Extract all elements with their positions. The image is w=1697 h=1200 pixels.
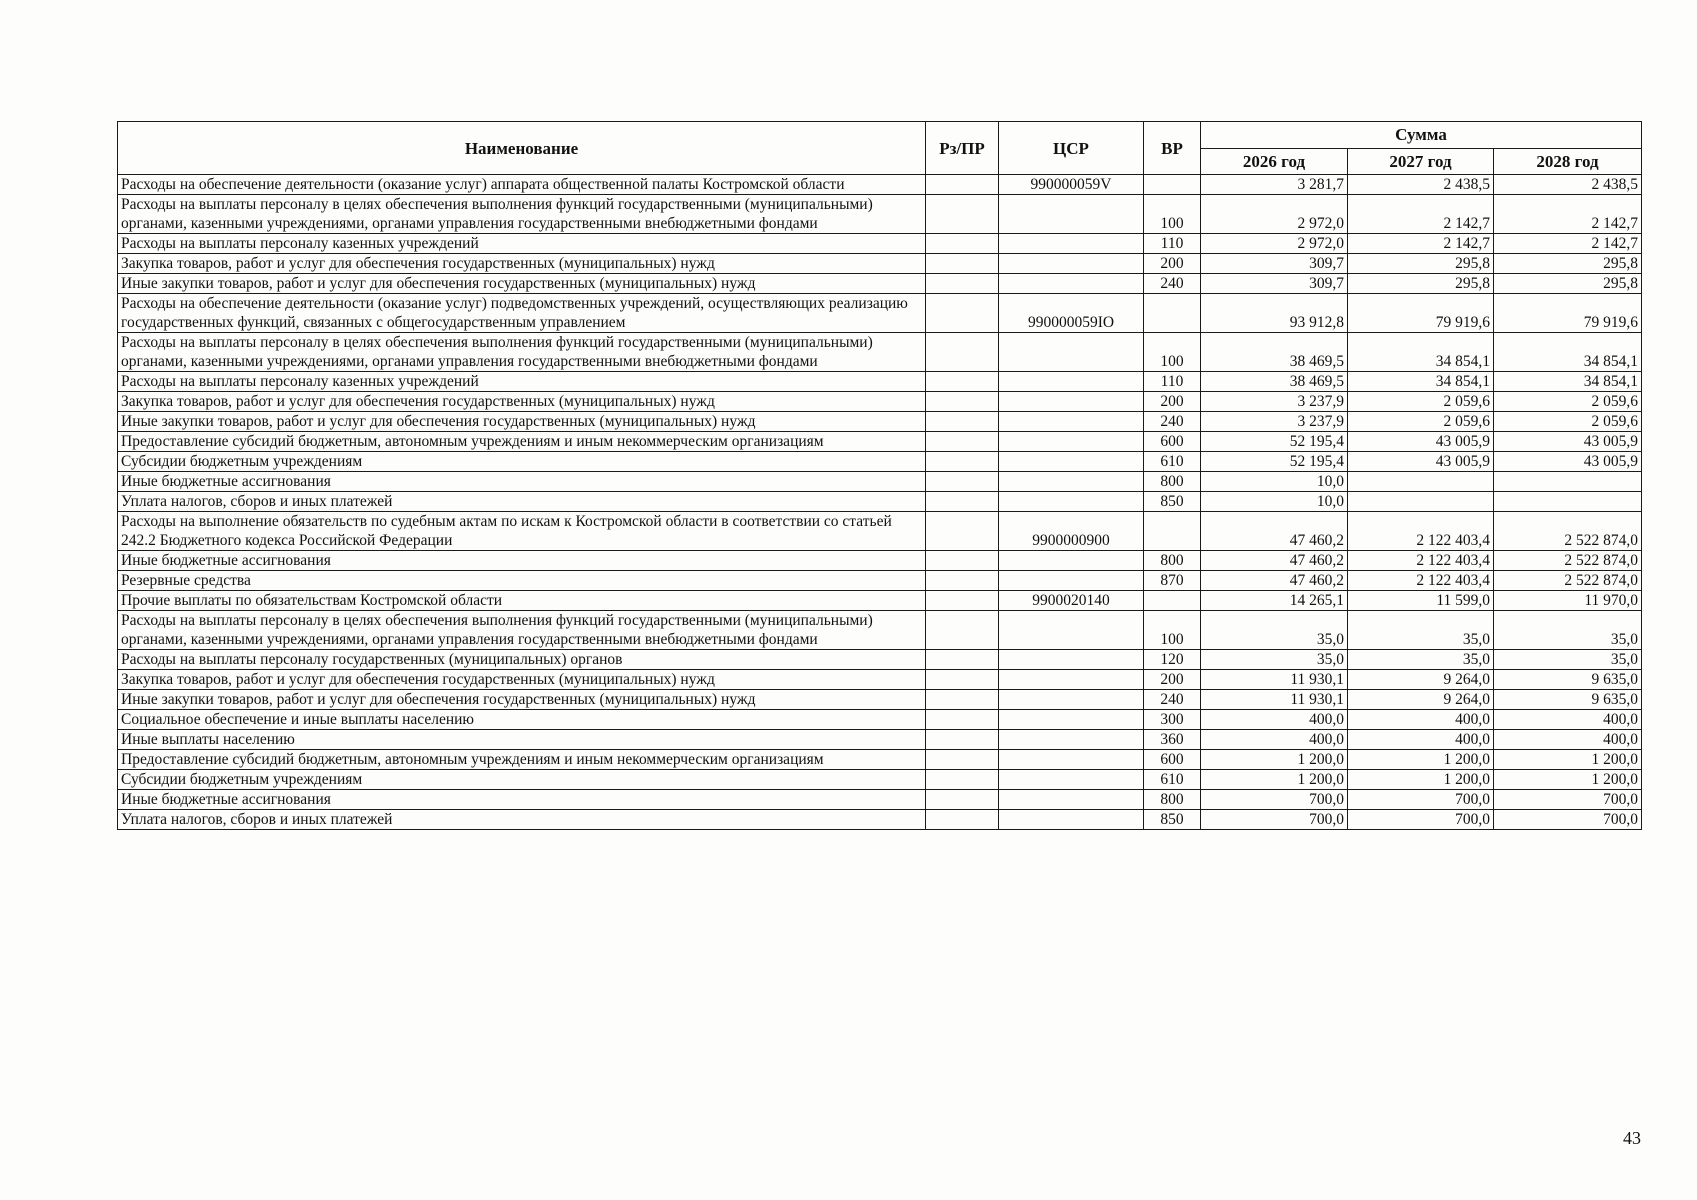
cell-csr (999, 810, 1144, 830)
cell-2028: 2 522 874,0 (1494, 512, 1642, 551)
cell-2026: 309,7 (1201, 254, 1348, 274)
cell-vr: 110 (1144, 234, 1201, 254)
cell-2028: 2 059,6 (1494, 392, 1642, 412)
cell-name: Расходы на выплаты персоналу казенных учреждений (118, 234, 926, 254)
cell-csr: 990000059IO (999, 294, 1144, 333)
cell-rzpr (926, 372, 999, 392)
cell-rzpr (926, 333, 999, 372)
header-year-2026: 2026 год (1201, 148, 1348, 175)
header-vr: ВР (1144, 122, 1201, 175)
cell-2028: 43 005,9 (1494, 452, 1642, 472)
cell-vr: 610 (1144, 452, 1201, 472)
cell-2027: 34 854,1 (1348, 372, 1494, 392)
cell-2028: 11 970,0 (1494, 591, 1642, 611)
cell-vr: 300 (1144, 710, 1201, 730)
cell-name: Уплата налогов, сборов и иных платежей (118, 810, 926, 830)
cell-rzpr (926, 810, 999, 830)
table-row (118, 710, 1642, 730)
cell-vr: 100 (1144, 333, 1201, 372)
cell-2027: 2 142,7 (1348, 195, 1494, 234)
table-row (118, 730, 1642, 750)
table-row (118, 392, 1642, 412)
cell-2027: 43 005,9 (1348, 452, 1494, 472)
cell-2028: 2 522 874,0 (1494, 571, 1642, 591)
cell-2027: 2 059,6 (1348, 392, 1494, 412)
cell-vr: 600 (1144, 432, 1201, 452)
cell-csr: 9900020140 (999, 591, 1144, 611)
cell-csr (999, 492, 1144, 512)
cell-rzpr (926, 551, 999, 571)
cell-rzpr (926, 611, 999, 650)
cell-csr: 990000059V (999, 175, 1144, 195)
table-row (118, 810, 1642, 830)
cell-name: Иные закупки товаров, работ и услуг для обеспечения государственных (муниципальных) нужд (118, 690, 926, 710)
cell-2027: 295,8 (1348, 274, 1494, 294)
cell-rzpr (926, 670, 999, 690)
cell-2028: 1 200,0 (1494, 770, 1642, 790)
table-row (118, 611, 1642, 650)
cell-2026: 2 972,0 (1201, 234, 1348, 254)
cell-vr: 360 (1144, 730, 1201, 750)
cell-name: Субсидии бюджетным учреждениям (118, 770, 926, 790)
cell-2026: 52 195,4 (1201, 432, 1348, 452)
cell-vr: 240 (1144, 690, 1201, 710)
cell-2027 (1348, 492, 1494, 512)
cell-2028: 35,0 (1494, 611, 1642, 650)
cell-vr: 800 (1144, 472, 1201, 492)
cell-2026: 3 237,9 (1201, 412, 1348, 432)
cell-rzpr (926, 472, 999, 492)
table-row (118, 650, 1642, 670)
cell-name: Иные выплаты населению (118, 730, 926, 750)
cell-2027: 2 142,7 (1348, 234, 1494, 254)
cell-2026: 700,0 (1201, 790, 1348, 810)
cell-2026: 700,0 (1201, 810, 1348, 830)
cell-rzpr (926, 492, 999, 512)
cell-vr: 100 (1144, 611, 1201, 650)
cell-rzpr (926, 770, 999, 790)
cell-2027: 2 059,6 (1348, 412, 1494, 432)
table-row (118, 670, 1642, 690)
cell-csr (999, 770, 1144, 790)
cell-2026: 47 460,2 (1201, 551, 1348, 571)
cell-2028: 43 005,9 (1494, 432, 1642, 452)
cell-2027: 1 200,0 (1348, 750, 1494, 770)
cell-2026: 1 200,0 (1201, 750, 1348, 770)
table-row (118, 333, 1642, 372)
cell-vr: 800 (1144, 551, 1201, 571)
cell-2027: 9 264,0 (1348, 670, 1494, 690)
cell-rzpr (926, 571, 999, 591)
cell-2028: 34 854,1 (1494, 372, 1642, 392)
table-row (118, 591, 1642, 611)
cell-name: Иные бюджетные ассигнования (118, 472, 926, 492)
cell-2027: 35,0 (1348, 650, 1494, 670)
cell-vr: 850 (1144, 492, 1201, 512)
cell-vr: 610 (1144, 770, 1201, 790)
header-rzpr: Рз/ПР (926, 122, 999, 175)
cell-csr (999, 333, 1144, 372)
cell-rzpr (926, 254, 999, 274)
cell-2026: 47 460,2 (1201, 571, 1348, 591)
cell-csr (999, 670, 1144, 690)
cell-2028 (1494, 472, 1642, 492)
cell-2027: 34 854,1 (1348, 333, 1494, 372)
cell-2028: 2 059,6 (1494, 412, 1642, 432)
cell-2026: 2 972,0 (1201, 195, 1348, 234)
cell-2026: 35,0 (1201, 650, 1348, 670)
page-number: 43 (1623, 1128, 1641, 1148)
cell-2027: 2 438,5 (1348, 175, 1494, 195)
cell-2028: 295,8 (1494, 254, 1642, 274)
cell-csr (999, 412, 1144, 432)
cell-vr (1144, 175, 1201, 195)
table-row (118, 294, 1642, 333)
budget-table (117, 121, 1642, 830)
cell-rzpr (926, 690, 999, 710)
cell-rzpr (926, 175, 999, 195)
cell-2028: 2 142,7 (1494, 195, 1642, 234)
cell-rzpr (926, 591, 999, 611)
table-row (118, 492, 1642, 512)
cell-name: Иные бюджетные ассигнования (118, 551, 926, 571)
cell-name: Иные закупки товаров, работ и услуг для обеспечения государственных (муниципальных) нужд (118, 274, 926, 294)
cell-rzpr (926, 512, 999, 551)
cell-2028: 700,0 (1494, 790, 1642, 810)
cell-2027 (1348, 472, 1494, 492)
cell-csr (999, 234, 1144, 254)
cell-name: Расходы на выплаты персоналу в целях обеспечения выполнения функций государственными (муниципальными) органами, казенными учреждениями, органами управления государственными внебюджетными фондами (118, 611, 926, 650)
cell-2028: 2 438,5 (1494, 175, 1642, 195)
cell-vr: 870 (1144, 571, 1201, 591)
cell-2027: 2 122 403,4 (1348, 551, 1494, 571)
cell-name: Расходы на выплаты персоналу в целях обеспечения выполнения функций государственными (муниципальными) органами, казенными учреждениями, органами управления государственными внебюджетными фондами (118, 333, 926, 372)
table-row (118, 750, 1642, 770)
cell-2026: 309,7 (1201, 274, 1348, 294)
cell-2028: 34 854,1 (1494, 333, 1642, 372)
cell-csr (999, 710, 1144, 730)
table-header (118, 122, 1642, 175)
table-row (118, 234, 1642, 254)
cell-csr (999, 432, 1144, 452)
cell-2026: 400,0 (1201, 730, 1348, 750)
cell-csr (999, 750, 1144, 770)
cell-vr: 240 (1144, 412, 1201, 432)
cell-vr: 240 (1144, 274, 1201, 294)
cell-vr: 120 (1144, 650, 1201, 670)
cell-rzpr (926, 790, 999, 810)
cell-csr (999, 790, 1144, 810)
cell-2026: 1 200,0 (1201, 770, 1348, 790)
cell-csr (999, 650, 1144, 670)
cell-2027: 700,0 (1348, 790, 1494, 810)
table-row (118, 452, 1642, 472)
cell-2027: 2 122 403,4 (1348, 571, 1494, 591)
cell-2026: 10,0 (1201, 472, 1348, 492)
cell-csr (999, 274, 1144, 294)
table-row (118, 551, 1642, 571)
cell-name: Субсидии бюджетным учреждениям (118, 452, 926, 472)
cell-rzpr (926, 432, 999, 452)
cell-2027: 700,0 (1348, 810, 1494, 830)
cell-rzpr (926, 274, 999, 294)
cell-2027: 11 599,0 (1348, 591, 1494, 611)
table-row (118, 770, 1642, 790)
table-row (118, 512, 1642, 551)
cell-rzpr (926, 452, 999, 472)
cell-name: Расходы на обеспечение деятельности (оказание услуг) подведомственных учреждений, осуществляющих реализацию государственных функций, связанных с общегосударственным управлением (118, 294, 926, 333)
cell-name: Расходы на выплаты персоналу в целях обеспечения выполнения функций государственными (муниципальными) органами, казенными учреждениями, органами управления государственными внебюджетными фондами (118, 195, 926, 234)
cell-vr (1144, 294, 1201, 333)
cell-rzpr (926, 392, 999, 412)
cell-csr (999, 472, 1144, 492)
cell-csr (999, 452, 1144, 472)
cell-vr (1144, 512, 1201, 551)
table-row (118, 195, 1642, 234)
cell-2027: 400,0 (1348, 710, 1494, 730)
cell-name: Предоставление субсидий бюджетным, автономным учреждениям и иным некоммерческим организациям (118, 750, 926, 770)
cell-2026: 35,0 (1201, 611, 1348, 650)
cell-csr (999, 730, 1144, 750)
table-row (118, 372, 1642, 392)
cell-rzpr (926, 195, 999, 234)
cell-csr (999, 392, 1144, 412)
cell-name: Расходы на выплаты персоналу государственных (муниципальных) органов (118, 650, 926, 670)
cell-name: Иные бюджетные ассигнования (118, 790, 926, 810)
cell-name: Иные закупки товаров, работ и услуг для обеспечения государственных (муниципальных) нужд (118, 412, 926, 432)
cell-2026: 11 930,1 (1201, 690, 1348, 710)
cell-rzpr (926, 750, 999, 770)
cell-csr (999, 254, 1144, 274)
cell-2026: 14 265,1 (1201, 591, 1348, 611)
cell-name: Закупка товаров, работ и услуг для обеспечения государственных (муниципальных) нужд (118, 392, 926, 412)
cell-2026: 52 195,4 (1201, 452, 1348, 472)
cell-2027: 400,0 (1348, 730, 1494, 750)
table-row (118, 274, 1642, 294)
header-sum: Сумма (1201, 122, 1642, 149)
table-row (118, 690, 1642, 710)
cell-name: Закупка товаров, работ и услуг для обеспечения государственных (муниципальных) нужд (118, 670, 926, 690)
table-row (118, 432, 1642, 452)
header-year-2028: 2028 год (1494, 148, 1642, 175)
cell-name: Предоставление субсидий бюджетным, автономным учреждениям и иным некоммерческим организациям (118, 432, 926, 452)
cell-2028: 700,0 (1494, 810, 1642, 830)
cell-vr: 200 (1144, 670, 1201, 690)
cell-name: Резервные средства (118, 571, 926, 591)
table-row (118, 571, 1642, 591)
cell-csr: 9900000900 (999, 512, 1144, 551)
cell-2028: 400,0 (1494, 730, 1642, 750)
cell-2028: 295,8 (1494, 274, 1642, 294)
cell-csr (999, 551, 1144, 571)
cell-rzpr (926, 710, 999, 730)
cell-name: Уплата налогов, сборов и иных платежей (118, 492, 926, 512)
cell-2028: 2 522 874,0 (1494, 551, 1642, 571)
cell-csr (999, 690, 1144, 710)
cell-vr: 600 (1144, 750, 1201, 770)
cell-2028: 1 200,0 (1494, 750, 1642, 770)
cell-2026: 47 460,2 (1201, 512, 1348, 551)
cell-vr: 110 (1144, 372, 1201, 392)
header-csr: ЦСР (999, 122, 1144, 175)
cell-2027: 2 122 403,4 (1348, 512, 1494, 551)
cell-2026: 3 237,9 (1201, 392, 1348, 412)
cell-vr: 100 (1144, 195, 1201, 234)
cell-vr: 200 (1144, 254, 1201, 274)
cell-2026: 400,0 (1201, 710, 1348, 730)
cell-2026: 93 912,8 (1201, 294, 1348, 333)
cell-2027: 9 264,0 (1348, 690, 1494, 710)
table-body (118, 175, 1642, 830)
cell-vr: 850 (1144, 810, 1201, 830)
cell-name: Закупка товаров, работ и услуг для обеспечения государственных (муниципальных) нужд (118, 254, 926, 274)
table-row (118, 790, 1642, 810)
cell-2026: 11 930,1 (1201, 670, 1348, 690)
header-year-2027: 2027 год (1348, 148, 1494, 175)
table-row (118, 472, 1642, 492)
cell-2027: 295,8 (1348, 254, 1494, 274)
table-row (118, 254, 1642, 274)
cell-2027: 79 919,6 (1348, 294, 1494, 333)
cell-2026: 3 281,7 (1201, 175, 1348, 195)
cell-2028: 79 919,6 (1494, 294, 1642, 333)
cell-2028: 2 142,7 (1494, 234, 1642, 254)
cell-2027: 1 200,0 (1348, 770, 1494, 790)
cell-rzpr (926, 294, 999, 333)
cell-csr (999, 611, 1144, 650)
cell-rzpr (926, 650, 999, 670)
cell-2027: 35,0 (1348, 611, 1494, 650)
cell-rzpr (926, 234, 999, 254)
cell-name: Социальное обеспечение и иные выплаты населению (118, 710, 926, 730)
cell-2026: 38 469,5 (1201, 333, 1348, 372)
cell-rzpr (926, 412, 999, 432)
cell-csr (999, 372, 1144, 392)
table-row (118, 175, 1642, 195)
header-name: Наименование (118, 122, 926, 175)
cell-csr (999, 195, 1144, 234)
cell-name: Прочие выплаты по обязательствам Костромской области (118, 591, 926, 611)
cell-vr: 800 (1144, 790, 1201, 810)
cell-2028: 400,0 (1494, 710, 1642, 730)
cell-vr: 200 (1144, 392, 1201, 412)
cell-2028 (1494, 492, 1642, 512)
cell-vr (1144, 591, 1201, 611)
cell-2028: 9 635,0 (1494, 690, 1642, 710)
table-row (118, 412, 1642, 432)
cell-name: Расходы на выполнение обязательств по судебным актам по искам к Костромской области в соответствии со статьей 242.2 Бюджетного кодекса Российской Федерации (118, 512, 926, 551)
cell-csr (999, 571, 1144, 591)
cell-2026: 10,0 (1201, 492, 1348, 512)
cell-2026: 38 469,5 (1201, 372, 1348, 392)
cell-name: Расходы на выплаты персоналу казенных учреждений (118, 372, 926, 392)
cell-2028: 9 635,0 (1494, 670, 1642, 690)
cell-rzpr (926, 730, 999, 750)
cell-2027: 43 005,9 (1348, 432, 1494, 452)
cell-2028: 35,0 (1494, 650, 1642, 670)
cell-name: Расходы на обеспечение деятельности (оказание услуг) аппарата общественной палаты Костромской области (118, 175, 926, 195)
